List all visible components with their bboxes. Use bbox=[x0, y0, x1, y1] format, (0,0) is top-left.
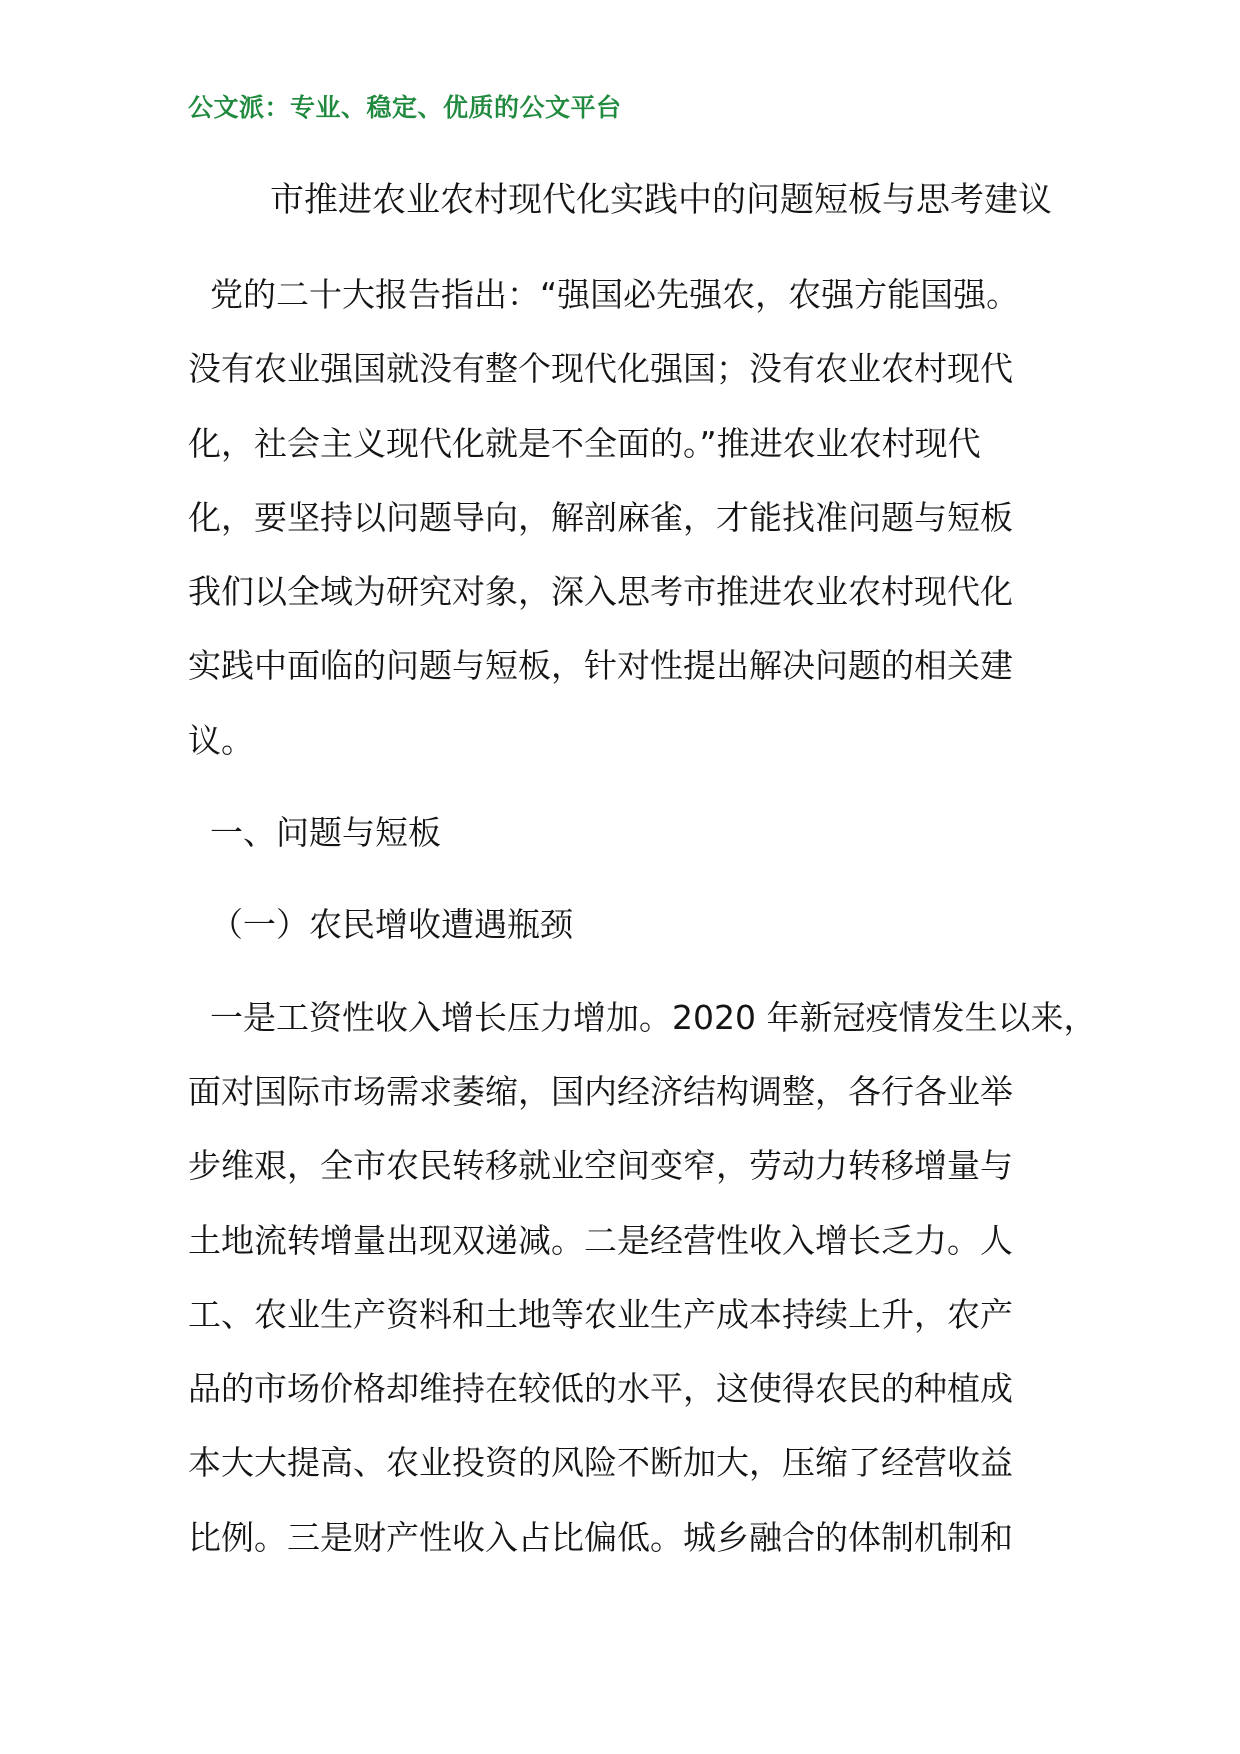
paragraph-line: 一是工资性收入增长压力增加。2020 年新冠疫情发生以来， bbox=[210, 997, 1097, 1037]
intro-line: 议。 bbox=[188, 720, 254, 760]
document-title: 市推进农业农村现代化实践中的问题短板与思考建议 bbox=[270, 180, 1052, 220]
intro-line: 没有农业强国就没有整个现代化强国；没有农业农村现代 bbox=[188, 349, 1013, 389]
intro-line: 党的二十大报告指出：“强国必先强农，农强方能国强。 bbox=[210, 275, 1020, 314]
intro-line: 化，社会主义现代化就是不全面的。”推进农业农村现代 bbox=[188, 423, 981, 463]
paragraph-line: 品的市场价格却维持在较低的水平，这使得农民的种植成 bbox=[188, 1369, 1013, 1409]
subsection-heading: （一）农民增收遭遇瓶颈 bbox=[210, 905, 573, 945]
site-banner: 公文派：专业、稳定、优质的公文平台 bbox=[188, 93, 622, 122]
paragraph-gap bbox=[188, 963, 1088, 981]
paragraph-line: 工、农业生产资料和土地等农业生产成本持续上升，农产 bbox=[188, 1294, 1013, 1334]
paragraph-line: 步维艰，全市农民转移就业空间变窄，劳动力转移增量与 bbox=[188, 1146, 1013, 1186]
paragraph-line: 面对国际市场需求萎缩，国内经济结构调整，各行各业举 bbox=[188, 1071, 1013, 1111]
intro-line: 实践中面临的问题与短板，针对性提出解决问题的相关建 bbox=[188, 646, 1013, 686]
paragraph-line: 土地流转增量出现双递减。二是经营性收入增长乏力。人 bbox=[188, 1220, 1013, 1260]
paragraph-line: 本大大提高、农业投资的风险不断加大，压缩了经营收益 bbox=[188, 1443, 1013, 1483]
paragraph-line: 比例。三是财产性收入占比偏低。城乡融合的体制机制和 bbox=[188, 1517, 1013, 1557]
section-heading: 一、问题与短板 bbox=[210, 813, 441, 853]
document-body bbox=[188, 258, 1097, 1575]
paragraph-gap bbox=[188, 778, 1088, 796]
paragraph-gap bbox=[188, 870, 1088, 888]
intro-line: 化，要坚持以问题导向，解剖麻雀，才能找准问题与短板 bbox=[188, 497, 1013, 537]
intro-line: 我们以全域为研究对象，深入思考市推进农业农村现代化 bbox=[188, 572, 1013, 612]
